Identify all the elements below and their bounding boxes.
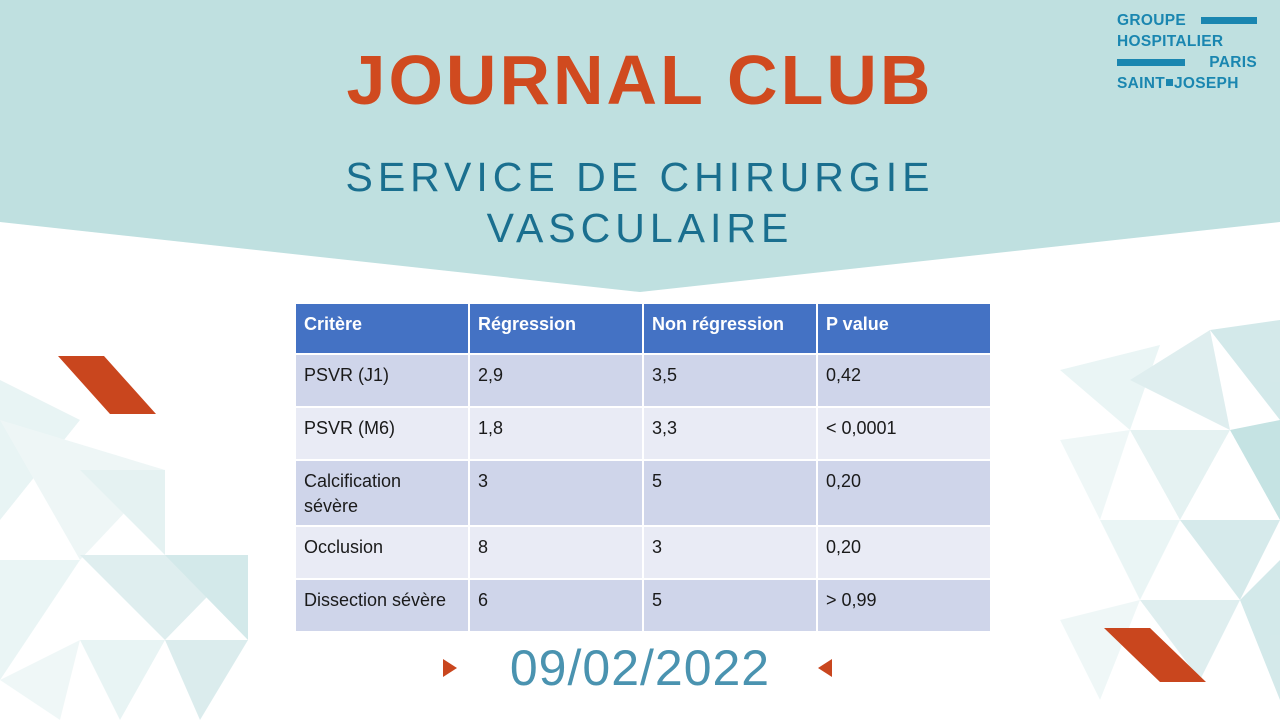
page-title: JOURNAL CLUB	[346, 41, 934, 119]
logo-text-joseph: JOSEPH	[1174, 75, 1239, 92]
table-cell: 3,5	[643, 354, 817, 407]
table-cell: 0,20	[817, 460, 991, 526]
subtitle-line-1: SERVICE DE CHIRURGIE	[345, 154, 935, 200]
logo-text-saint: SAINT	[1117, 75, 1165, 92]
table-cell: 5	[643, 579, 817, 632]
table-cell: Dissection sévère	[295, 579, 469, 632]
table-row	[295, 354, 991, 407]
table-cell: Occlusion	[295, 526, 469, 579]
table-cell: 6	[469, 579, 643, 632]
table-cell: 0,42	[817, 354, 991, 407]
logo-text-paris: PARIS	[1209, 54, 1257, 71]
page-subtitle	[0, 152, 1280, 254]
table-header-row	[295, 303, 991, 354]
header-non-regression: Non régression	[643, 303, 817, 354]
table-cell: 3,3	[643, 407, 817, 460]
table-row	[295, 407, 991, 460]
table-cell: < 0,0001	[817, 407, 991, 460]
table-row	[295, 526, 991, 579]
subtitle-line-2: VASCULAIRE	[486, 205, 794, 251]
header-regression: Régression	[469, 303, 643, 354]
logo-text-hospitalier: HOSPITALIER	[1117, 33, 1224, 50]
table-row	[295, 460, 991, 526]
logo-text-groupe: GROUPE	[1117, 12, 1186, 29]
table-cell: 1,8	[469, 407, 643, 460]
table-cell: 8	[469, 526, 643, 579]
table-row	[295, 579, 991, 632]
table-cell: > 0,99	[817, 579, 991, 632]
date-row	[0, 638, 1280, 698]
logo-bar-top	[1201, 17, 1257, 24]
presentation-date: 09/02/2022	[509, 640, 771, 696]
table-cell: Calcification sévère	[295, 460, 469, 526]
table-cell: PSVR (M6)	[295, 407, 469, 460]
table-cell: 5	[643, 460, 817, 526]
table-cell: 3	[643, 526, 817, 579]
table-cell: 3	[469, 460, 643, 526]
accent-stripe-left	[58, 356, 156, 414]
header-critere: Critère	[295, 303, 469, 354]
table-cell: 2,9	[469, 354, 643, 407]
table-cell: 0,20	[817, 526, 991, 579]
triangle-left-icon	[818, 659, 832, 677]
results-table	[294, 302, 992, 633]
header-p-value: P value	[817, 303, 991, 354]
logo-line-1	[1117, 10, 1257, 31]
table-cell: PSVR (J1)	[295, 354, 469, 407]
